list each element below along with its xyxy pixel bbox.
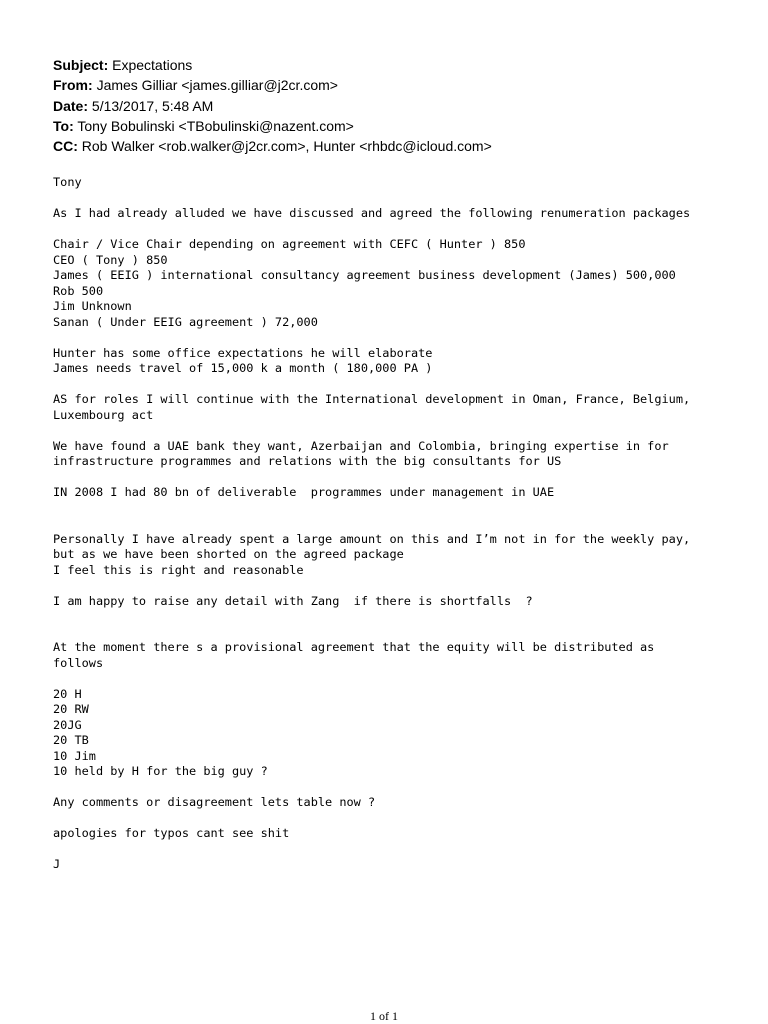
body-line: Rob 500 bbox=[53, 283, 104, 298]
body-line bbox=[53, 191, 753, 207]
body-line: 10 Jim bbox=[53, 748, 96, 763]
body-line bbox=[53, 609, 753, 625]
body-line: I am happy to raise any detail with Zang if there is shortfalls ? bbox=[53, 593, 533, 608]
page-number: 1 of 1 bbox=[370, 1009, 398, 1023]
subject-value: Expectations bbox=[112, 57, 193, 73]
body-line bbox=[53, 222, 753, 238]
body-line: infrastructure programmes and relations with the big consultants for US bbox=[53, 454, 562, 468]
body-line: IN 2008 I had 80 bn of deliverable programmes under management in UAE bbox=[53, 485, 555, 499]
body-line bbox=[53, 470, 753, 486]
subject-label: Subject: bbox=[53, 57, 109, 73]
email-header bbox=[53, 55, 492, 156]
body-line: 20 RW bbox=[53, 702, 89, 716]
cc-row bbox=[53, 136, 492, 156]
body-line bbox=[53, 780, 753, 796]
body-line bbox=[53, 501, 753, 517]
body-line bbox=[53, 625, 753, 641]
body-line: Chair / Vice Chair depending on agreement with CEFC ( Hunter ) 850 bbox=[53, 237, 526, 251]
from-value: James Gilliar <james.gilliar@j2cr.com> bbox=[96, 77, 338, 94]
cc-value: Rob Walker <rob.walker@j2cr.com>, Hunter <rhbdc@icloud.com> bbox=[81, 138, 492, 155]
body-line: As I had already alluded we have discussed and agreed the following renumeration packages bbox=[53, 206, 691, 220]
body-line: Personally I have already spent a large amount on this and I’m not in for the weekly pay, bbox=[53, 531, 691, 546]
to-value: Tony Bobulinski <TBobulinski@nazent.com> bbox=[77, 117, 354, 134]
email-body bbox=[53, 175, 753, 873]
body-line: At the moment there s a provisional agreement that the equity will be distributed as bbox=[53, 640, 655, 654]
body-line: but as we have been shorted on the agreed package bbox=[53, 547, 404, 561]
body-line: James needs travel of 15,000 k a month ( 180,000 PA ) bbox=[53, 361, 433, 375]
body-line: Luxembourg act bbox=[53, 407, 154, 422]
from-label: From: bbox=[53, 77, 93, 94]
body-line bbox=[53, 423, 753, 439]
body-line bbox=[53, 330, 753, 346]
body-line: Any comments or disagreement lets table now ? bbox=[53, 795, 376, 809]
body-line: apologies for typos cant see shit bbox=[53, 826, 290, 840]
date-label: Date: bbox=[53, 97, 89, 114]
body-line bbox=[53, 516, 753, 532]
body-line: CEO ( Tony ) 850 bbox=[53, 252, 168, 267]
body-line: Tony bbox=[53, 175, 82, 189]
date-value: 5/13/2017, 5:48 AM bbox=[91, 97, 214, 114]
body-line bbox=[53, 671, 753, 687]
body-line bbox=[53, 811, 753, 827]
body-line: follows bbox=[53, 655, 104, 670]
body-line: 20 TB bbox=[53, 733, 89, 747]
subject-row bbox=[53, 55, 492, 75]
body-line: 10 held by H for the big guy ? bbox=[53, 764, 268, 778]
body-line: I feel this is right and reasonable bbox=[53, 562, 304, 577]
body-line: Sanan ( Under EEIG agreement ) 72,000 bbox=[53, 314, 318, 329]
from-row bbox=[53, 75, 492, 95]
body-line bbox=[53, 578, 753, 594]
to-label: To: bbox=[53, 117, 74, 134]
body-line: James ( EEIG ) international consultancy agreement business development (James) 500,000 bbox=[53, 268, 676, 282]
body-line: AS for roles I will continue with the International development in Oman, France, Belgium, bbox=[53, 392, 691, 406]
body-line: Jim Unknown bbox=[53, 299, 132, 313]
body-line: 20JG bbox=[53, 717, 82, 732]
date-row bbox=[53, 96, 492, 116]
body-line bbox=[53, 842, 753, 858]
body-line: We have found a UAE bank they want, Azerbaijan and Colombia, bringing expertise in for bbox=[53, 438, 669, 453]
to-row bbox=[53, 116, 492, 136]
body-line: 20 H bbox=[53, 686, 82, 701]
body-line: Hunter has some office expectations he will elaborate bbox=[53, 345, 433, 360]
body-line bbox=[53, 377, 753, 393]
body-line: J bbox=[53, 857, 61, 871]
cc-label: CC: bbox=[53, 138, 78, 155]
